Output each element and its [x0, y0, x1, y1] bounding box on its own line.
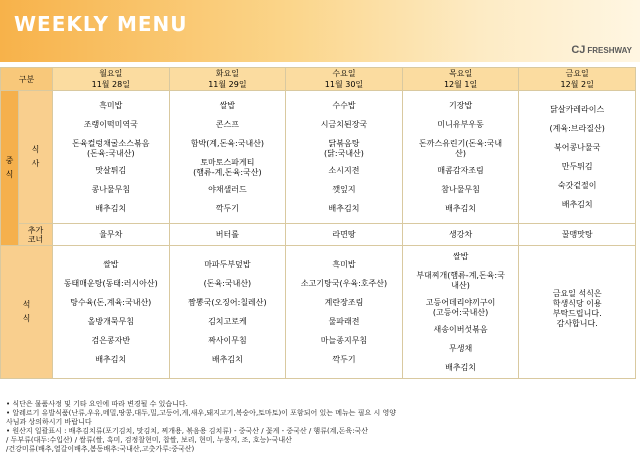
menu-item: 짜사이무침 [208, 335, 247, 345]
menu-item: 짬뽕국(오징어:칠레산) [188, 297, 267, 307]
menu-item: 배추김치 [95, 354, 127, 364]
day-header-wed: 수요일 11월 30일 [286, 68, 403, 91]
menu-item: 소고기탕국(우육:호주산) [300, 278, 388, 288]
menu-item: 북어콩나물국 [554, 142, 601, 152]
menu-item: 흑미밥 [332, 259, 356, 269]
footnote: • 알레르기 유발식품(난류,우유,메밀,땅콩,대두,밀,고등어,게,새우,돼지고기,복숭아,토마토)이 포함되어 있는 메뉴는 필요 시 영양 [6, 409, 396, 417]
menu-item: 금요일 석식은 학생식당 이용 부탁드립니다. 감사합니다. [552, 288, 602, 328]
menu-item: 마늘종지무침 [320, 335, 368, 345]
menu-item: 배추김치 [561, 199, 593, 209]
menu-item: 배추김치 [445, 362, 477, 372]
footnote: • 원산지 일괄표시 : 배추김치류(포기김치, 맛김치, 찌개용, 볶음용 김치류) - 중국산 / 꽃게 - 중국산 / 햄류(계,돈육:국산 [6, 427, 369, 435]
menu-item: 검은콩자반 [91, 335, 131, 345]
corner-wed: 라면땅 [286, 224, 403, 246]
extra-corner-category: 추가코너 [19, 224, 53, 246]
corner-mon: 율무차 [53, 224, 170, 246]
footnote: 사님과 상의하시기 바랍니다 [6, 418, 92, 426]
menu-item: 참나물무침 [441, 184, 480, 194]
meal-subcategory: 식사 [19, 91, 53, 224]
footnote: • 식단은 물품사정 및 기타 요인에 따라 변경될 수 있습니다. [6, 400, 188, 408]
lunch-tue [169, 91, 286, 224]
menu-item: 맛살튀김 [95, 165, 127, 175]
day-header-row [1, 68, 636, 91]
lunch-mon [53, 91, 170, 224]
day-header-thu: 목요일 12월 1일 [402, 68, 519, 91]
menu-item: 마파두부덮밥 [204, 259, 251, 269]
menu-item: (돈육:국내산) [203, 278, 252, 288]
menu-item: 쌀밥 [103, 259, 119, 269]
menu-item: 계란장조림 [324, 297, 364, 307]
lunch-wed [286, 91, 403, 224]
lunch-fri [519, 91, 636, 224]
menu-item: 배추김치 [328, 203, 360, 213]
menu-item: 배추김치 [211, 354, 243, 364]
menu-item: 콩나물무침 [91, 184, 131, 194]
menu-item: (계육:브라질산) [549, 123, 605, 133]
menu-item: 토마토스파게티 (햄류-계,돈육:국산) [193, 157, 262, 177]
menu-item: 탕수육(돈,계육:국내산) [70, 297, 152, 307]
menu-item: 기장밥 [448, 100, 473, 110]
menu-item: 깍두기 [215, 203, 239, 213]
menu-item: 소시지전 [328, 165, 360, 175]
menu-item: 배추김치 [95, 203, 127, 213]
menu-item: 쌀밥 [219, 100, 236, 110]
dinner-category: 석식 [1, 246, 53, 379]
extra-corner-row [1, 224, 636, 246]
dinner-tue [169, 246, 286, 379]
menu-item: 수수밥 [332, 100, 356, 110]
menu-item: 새송이버섯볶음 [433, 324, 488, 334]
menu-item: 쌀밥 [452, 251, 469, 261]
menu-item: 부대찌개(햄류-계,돈육:국 내산) [416, 270, 505, 290]
lunch-row [1, 91, 636, 224]
corner-tue: 버터롤 [169, 224, 286, 246]
menu-item: 함박(계,돈육:국내산) [190, 138, 265, 148]
lunch-thu [402, 91, 519, 224]
menu-item: 숙갓겉절이 [557, 180, 597, 190]
weekly-menu-table [0, 67, 636, 379]
menu-item: 만두튀김 [561, 161, 593, 171]
footnotes [6, 400, 634, 454]
logo-mark: CJ [571, 44, 586, 56]
menu-item: 동태매운탕(동태:러시아산) [63, 278, 158, 288]
day-header-fri: 금요일 12월 2일 [519, 68, 636, 91]
menu-item: 콘스프 [215, 119, 239, 129]
dinner-row [1, 246, 636, 379]
menu-item: 배추김치 [445, 203, 477, 213]
menu-item: 무생채 [448, 343, 473, 353]
lunch-category: 중식 [1, 91, 19, 246]
dinner-thu [402, 246, 519, 379]
menu-item: 미니유부우동 [437, 119, 484, 129]
page-header [0, 0, 640, 62]
menu-item: 흑미밥 [99, 100, 123, 110]
menu-item: 닭볶음탕 (닭:국내산) [324, 138, 364, 158]
menu-item: 깻잎지 [332, 184, 356, 194]
menu-item: 매콤감자조림 [437, 165, 484, 175]
corner-fri: 꿀맹맛탕 [519, 224, 636, 246]
day-header-tue: 화요일 11월 29일 [169, 68, 286, 91]
menu-item: 물파래전 [328, 316, 360, 326]
dinner-mon [53, 246, 170, 379]
menu-item: 돈까스유린기(돈육:국내 산) [419, 138, 503, 158]
page-title: WEEKLY MENU [14, 12, 188, 36]
menu-item: 야채샐러드 [208, 184, 247, 194]
menu-item: 시금치된장국 [320, 119, 368, 129]
dinner-wed [286, 246, 403, 379]
logo-text: FRESHWAY [587, 46, 632, 55]
footnote: / 두부류(대두:수입산) / 쌀류(쌀, 흑미, 검정찰현미, 찹쌀, 보리, 현미, 누룽지, 조, 호능)-국내산 [6, 436, 292, 444]
menu-item: 올방개묵무침 [87, 316, 134, 326]
company-logo [571, 44, 632, 56]
menu-item: 조랭이떡미역국 [83, 119, 138, 129]
day-header-mon: 월요일 11월 28일 [53, 68, 170, 91]
dinner-fri [519, 246, 636, 379]
footnote: /건강미류(배추,열갈이배추,봄동배추:국내산,고춧가루:중국산) [6, 445, 195, 453]
menu-item: 고등어데리야끼구이 (고등어:국내산) [425, 297, 496, 317]
menu-item: 깍두기 [332, 354, 356, 364]
corner-thu: 생강차 [402, 224, 519, 246]
menu-item: 돈육컬렁채굴소스볶음 (돈육:국내산) [72, 138, 150, 158]
gubun-header: 구분 [1, 68, 53, 91]
menu-item: 닭살카레라이스 [550, 104, 605, 114]
menu-item: 김치고로케 [208, 316, 247, 326]
